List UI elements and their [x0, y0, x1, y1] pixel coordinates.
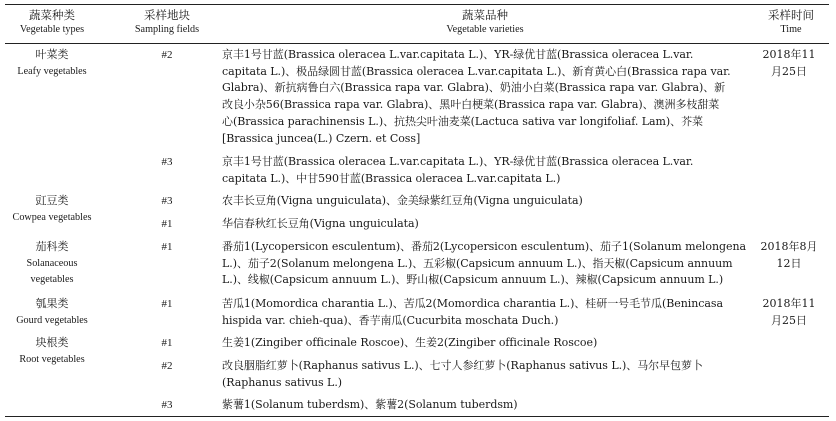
- type-zh: 瓠果类: [35, 297, 69, 310]
- varieties-cell: [222, 296, 750, 329]
- sampling-field: #3: [161, 399, 173, 411]
- header-time: [752, 8, 830, 37]
- variety-line: 番茄1(Lycopersicon esculentum)、番茄2(Lycopersicon esculentum)、茄子1(Solanum melongena: [222, 240, 746, 253]
- type-en: Leafy vegetables: [17, 65, 87, 77]
- sampling-time: [750, 239, 828, 272]
- table-header-rule: [5, 43, 829, 44]
- sampling-field: #2: [161, 360, 173, 372]
- variety-line: L.)、茄子2(Solanum melongena L.)、五彩椒(Capsicum annuum L.)、指天椒(Capsicum annuum: [222, 256, 733, 270]
- type-zh: 块根类: [35, 336, 69, 349]
- variety-line: 改良小杂56(Brassica rapa var. Glabra)、黑叶白梗菜(Brassica rapa var. Glabra)、澳洲多枝甜菜: [222, 98, 720, 112]
- variety-line: 苦瓜1(Momordica charantia L.)、苦瓜2(Momordica charantia L.)、桂研一号毛节瓜(Benincasa: [222, 297, 723, 310]
- sampling-field: #1: [161, 241, 173, 253]
- row-solanaceous-type: [0, 239, 104, 289]
- table-bottom-rule: [5, 416, 829, 417]
- header-sampling-fields: [115, 8, 219, 37]
- varieties-cell: [222, 47, 750, 147]
- row-gourd-type: [0, 296, 104, 329]
- header-field-zh: 采样地块: [144, 8, 190, 22]
- variety-line: [Brassica juncea(L.) Czern. et Coss]: [222, 131, 421, 145]
- table-top-rule: [5, 4, 829, 5]
- varieties-cell: [222, 193, 750, 210]
- varieties-cell: [222, 239, 750, 289]
- sampling-field: #1: [161, 218, 173, 230]
- variety-line: 京丰1号甘蓝(Brassica oleracea L.var.capitata L.)、YR-绿优甘蓝(Brassica oleracea L.var.: [222, 48, 694, 61]
- variety-line: (Raphanus sativus L.): [222, 375, 343, 389]
- varieties-cell: [222, 358, 750, 391]
- header-type-en: Vegetable types: [19, 24, 85, 35]
- varieties-cell: [222, 397, 750, 414]
- row-leafy-type: [0, 47, 104, 80]
- sampling-field: #1: [161, 337, 173, 349]
- variety-line: capitata L.)、中甘590甘蓝(Brassica oleracea L.var.capitata L.): [222, 171, 561, 185]
- sampling-field: #1: [161, 298, 173, 310]
- type-zh: 茄科类: [35, 240, 69, 253]
- varieties-cell: [222, 216, 750, 233]
- header-time-zh: 采样时间: [768, 8, 814, 22]
- sampling-time: [750, 47, 828, 80]
- sampling-field: #3: [161, 156, 173, 168]
- variety-line: L.)、线椒(Capsicum annuum L.)、野山椒(Capsicum annuum L.)、辣椒(Capsicum annuum L.): [222, 273, 724, 287]
- time-line: 月25日: [771, 64, 807, 78]
- varieties-cell: [222, 335, 750, 352]
- variety-line: 京丰1号甘蓝(Brassica oleracea L.var.capitata L.)、YR-绿优甘蓝(Brassica oleracea L.var.: [222, 155, 694, 168]
- variety-line: 改良胭脂红萝卜(Raphanus sativus L.)、七寸人参红萝卜(Raphanus sativus L.)、马尔早包萝卜: [222, 359, 703, 372]
- header-var-zh: 蔬菜品种: [462, 8, 508, 22]
- row-cowpea-type: [0, 193, 104, 226]
- time-line: 2018年8月: [760, 240, 818, 253]
- time-line: 2018年11: [762, 48, 816, 61]
- variety-line: 华信春秋红长豆角(Vigna unguiculata): [222, 217, 419, 230]
- type-en: vegetables: [30, 274, 74, 286]
- header-type-zh: 蔬菜种类: [29, 8, 75, 22]
- type-zh: 豇豆类: [35, 194, 69, 207]
- type-en: Gourd vegetables: [16, 314, 88, 326]
- header-vegetable-types: [0, 8, 104, 37]
- variety-line: 紫薯1(Solanum tuberdsm)、紫薯2(Solanum tuberdsm): [222, 398, 518, 411]
- variety-line: capitata L.)、极品绿圆甘蓝(Brassica oleracea L.var.capitata L.)、新育黄心白(Brassica rapa var.: [222, 64, 731, 78]
- row-root-type: [0, 335, 104, 368]
- sampling-field: #3: [161, 195, 173, 207]
- type-zh: 叶菜类: [35, 48, 69, 61]
- header-field-en: Sampling fields: [134, 24, 200, 35]
- varieties-cell: [222, 154, 750, 187]
- type-en: Solanaceous: [26, 257, 78, 269]
- time-line: 月25日: [771, 313, 807, 327]
- sampling-time: [750, 296, 828, 329]
- header-var-en: Vegetable varieties: [446, 24, 524, 35]
- variety-line: hispida var. chieh-qua)、香芋南瓜(Cucurbita moschata Duch.): [222, 313, 559, 327]
- header-time-en: Time: [780, 24, 802, 35]
- type-en: Root vegetables: [19, 353, 85, 365]
- type-en: Cowpea vegetables: [12, 211, 92, 223]
- variety-line: 农丰长豆角(Vigna unguiculata)、金美绿紫红豆角(Vigna unguiculata): [222, 194, 583, 207]
- variety-line: 生姜1(Zingiber officinale Roscoe)、生姜2(Zingiber officinale Roscoe): [222, 336, 598, 349]
- time-line: 2018年11: [762, 297, 816, 310]
- header-vegetable-varieties: [360, 8, 610, 37]
- sampling-field: #2: [161, 49, 173, 61]
- time-line: 12日: [776, 256, 802, 270]
- variety-line: Glabra)、新抗病鲁白六(Brassica rapa var. Glabra)、奶油小白菜(Brassica rapa var. Glabra)、新: [222, 81, 726, 95]
- variety-line: 心(Brassica parachinensis L.)、抗热尖叶油麦菜(Lactuca sativa var longifoliaf. Lam)、芥菜: [222, 114, 703, 128]
